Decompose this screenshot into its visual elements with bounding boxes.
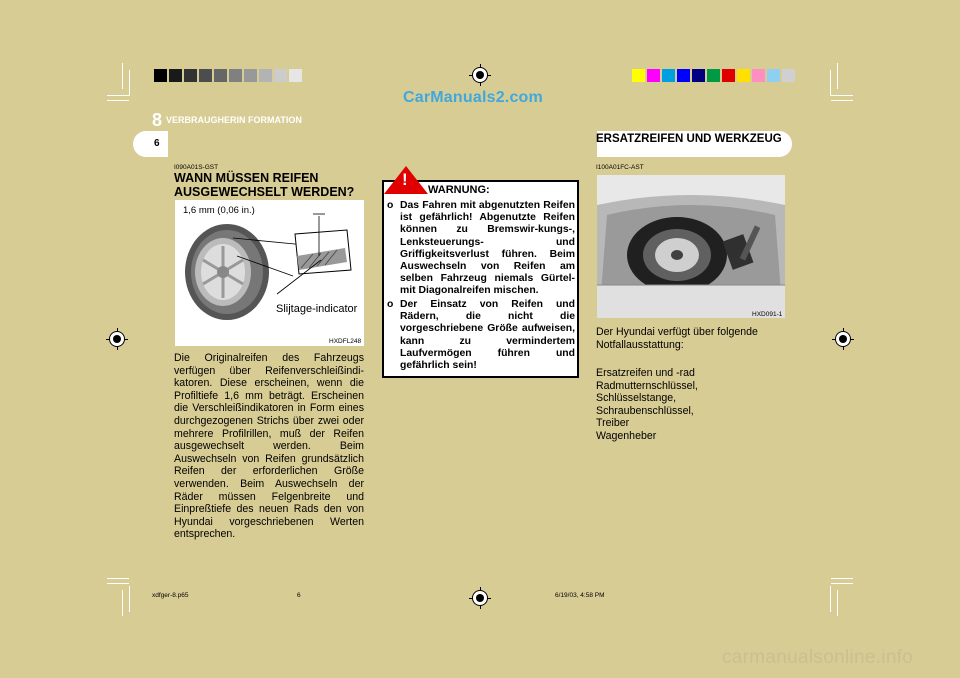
- warning-title: WARNUNG:: [428, 184, 490, 196]
- crop-mark: [122, 590, 123, 616]
- crop-mark: [107, 100, 129, 101]
- tire-wear-figure: [175, 200, 364, 346]
- crop-mark: [107, 95, 129, 96]
- registration-mark: [106, 328, 128, 350]
- warning-exclamation: !: [402, 170, 408, 189]
- crop-mark: [129, 586, 130, 612]
- warning-item-text: Der Einsatz von Reifen und Rädern, die nicht die vorgeschriebene Größe aufweisen, kann zu vermindertem Laufvermögen führen und gefährlich sein!: [400, 299, 575, 372]
- crop-mark: [107, 583, 129, 584]
- color-swatch: [229, 69, 242, 82]
- crop-mark: [122, 63, 123, 89]
- warning-item: [387, 200, 575, 298]
- crop-mark: [837, 590, 838, 616]
- wear-indicator-label: Slijtage-indicator: [276, 303, 358, 315]
- crop-mark: [129, 70, 130, 96]
- spare-tire-photo: [597, 175, 785, 318]
- crop-mark: [831, 100, 853, 101]
- color-swatch: [184, 69, 197, 82]
- watermark-link[interactable]: CarManuals2.com: [403, 89, 543, 106]
- color-swatch: [677, 69, 690, 82]
- color-swatch: [737, 69, 750, 82]
- crop-mark: [831, 95, 853, 96]
- crop-mark: [830, 586, 831, 612]
- warning-item-text: Das Fahren mit abgenutzten Reifen ist gefährlich! Abgenutzte Reifen können zu Bremswir-kungs-, Lenksteuerungs- und Griffigkeitsverlust führen. Beim Auswechseln von Reifen am selben Fahrzeug niemals Gürtel- mit Diagonalreifen mischen.: [400, 200, 575, 297]
- page-tab: [133, 131, 168, 157]
- registration-mark: [469, 64, 491, 86]
- bullet: o: [387, 299, 394, 310]
- list-item: Treiber: [596, 417, 630, 430]
- color-swatch: [782, 69, 795, 82]
- section-heading-spare: ERSATZREIFEN UND WERKZEUG: [596, 133, 782, 145]
- chapter-title: VERBRAUGHERIN FORMATION: [166, 115, 302, 125]
- watermark-bottom: carmanualsonline.info: [722, 647, 914, 668]
- color-swatch: [692, 69, 705, 82]
- list-item: Radmutternschlüssel,: [596, 379, 698, 392]
- color-swatch: [647, 69, 660, 82]
- footer-filename: xdfger-8.p65: [152, 592, 189, 599]
- figure-code: HXD091-1: [752, 311, 783, 318]
- color-swatch: [244, 69, 257, 82]
- color-swatch: [214, 69, 227, 82]
- color-swatch: [707, 69, 720, 82]
- list-item: Wagenheber: [596, 429, 657, 442]
- color-swatch: [752, 69, 765, 82]
- color-swatch: [154, 69, 167, 82]
- registration-mark: [469, 587, 491, 609]
- figure-code: HXDFL248: [329, 338, 362, 345]
- bullet: o: [387, 200, 394, 211]
- color-swatch: [632, 69, 645, 82]
- crop-mark: [837, 63, 838, 89]
- crop-mark: [831, 583, 853, 584]
- page-number: 6: [154, 138, 160, 149]
- list-item: Schraubenschlüssel,: [596, 404, 694, 417]
- section-code: I090A01S-GST: [174, 164, 219, 171]
- spare-intro-text: Der Hyundai verfügt über folgende Notfallausstattung:: [596, 326, 758, 351]
- color-swatch: [199, 69, 212, 82]
- list-item: Schlüsselstange,: [596, 392, 677, 405]
- section-heading-tires: WANN MÜSSEN REIFEN AUSGEWECHSELT WERDEN?: [174, 171, 355, 199]
- registration-mark: [832, 328, 854, 350]
- crop-mark: [831, 578, 853, 579]
- color-swatch: [289, 69, 302, 82]
- tire-body-text: Die Originalreifen des Fahrzeugs verfügen über Reifenverschleißindi-katoren. Diese erscheinen, wenn die Profiltiefe 1,6 mm beträgt. Erscheinen die Verschleißindikatoren in Form eines durchgezogenen Strichs über zwei oder mehrere Profilrillen, muß der Reifen ausgewechselt werden. Beim Auswechseln von Reifen grundsätzlich Reifen der erforderlichen Größe verwenden. Beim Auswechseln der Räder müssen Felgenbreite und Einpreßtiefe des neuen Rads den von Hyundai vorgeschriebenen Werten entsprechen.: [174, 352, 364, 541]
- footer-date: 6/19/03, 4:58 PM: [555, 592, 605, 599]
- warning-item: [387, 299, 575, 372]
- tread-depth-label: 1,6 mm (0,06 in.): [183, 205, 255, 216]
- chapter-number: 8: [152, 110, 163, 130]
- color-swatch: [274, 69, 287, 82]
- color-swatch: [767, 69, 780, 82]
- color-swatch: [662, 69, 675, 82]
- tire-icon: [175, 200, 364, 346]
- list-item: Ersatzreifen und -rad: [596, 367, 695, 379]
- spare-tire-icon: [597, 175, 785, 318]
- crop-mark: [830, 70, 831, 96]
- color-swatch: [259, 69, 272, 82]
- section-code: I100A01FC-AST: [596, 164, 644, 171]
- color-swatch: [169, 69, 182, 82]
- crop-mark: [107, 578, 129, 579]
- color-swatch: [722, 69, 735, 82]
- footer-page: 6: [297, 592, 301, 599]
- equipment-list: [596, 367, 698, 443]
